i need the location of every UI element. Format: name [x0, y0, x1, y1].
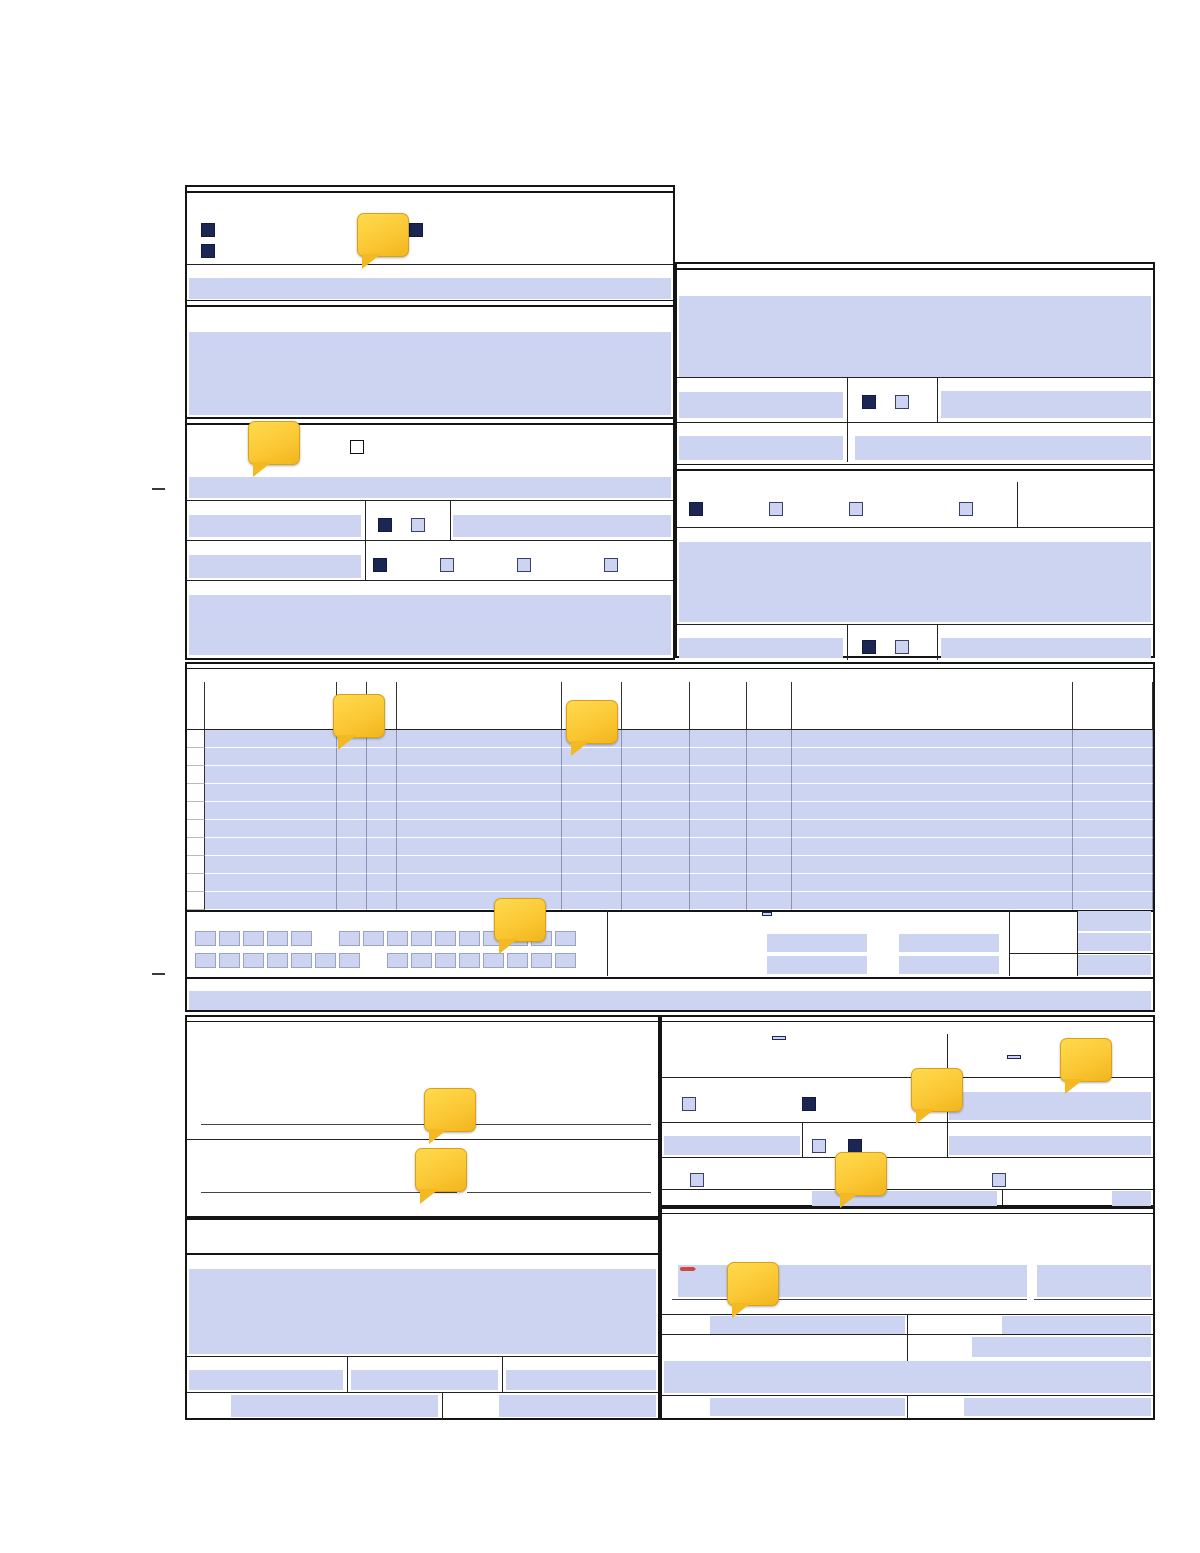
- svc-cell[interactable]: [562, 802, 622, 820]
- signature-line: [201, 1192, 457, 1193]
- checkbox-gender14-m[interactable]: [862, 395, 876, 409]
- row-number: [187, 856, 205, 874]
- row-number: [187, 892, 205, 910]
- svc-cell[interactable]: [562, 856, 622, 874]
- checkbox-gender7-f[interactable]: [411, 518, 425, 532]
- divider: [502, 1356, 503, 1392]
- item44-field[interactable]: [949, 1136, 1151, 1155]
- svc-cell[interactable]: [337, 802, 367, 820]
- item3-field[interactable]: [189, 332, 671, 415]
- item52a-field[interactable]: [499, 1395, 656, 1417]
- svc-cell[interactable]: [622, 874, 690, 892]
- item20-field[interactable]: [679, 542, 1151, 622]
- svc-cell[interactable]: [622, 856, 690, 874]
- divider: [187, 500, 673, 501]
- svc-cell[interactable]: [205, 748, 337, 766]
- item51-field[interactable]: [506, 1370, 656, 1390]
- comment-bubble[interactable]: [333, 694, 385, 738]
- tooth-cell[interactable]: [435, 931, 456, 946]
- section-policyholder: [677, 264, 1153, 270]
- svc-cell[interactable]: [622, 838, 690, 856]
- checkbox-gender22-m[interactable]: [862, 640, 876, 654]
- checkbox-epsdt[interactable]: [201, 244, 215, 258]
- checkbox-rel18-spouse[interactable]: [769, 502, 783, 516]
- item42-field[interactable]: [664, 1136, 800, 1155]
- svc-cell[interactable]: [1073, 784, 1153, 802]
- svc-cell[interactable]: [367, 820, 397, 838]
- row-number: [187, 784, 205, 802]
- tooth-cell[interactable]: [195, 931, 216, 946]
- col-header-29a: [690, 682, 747, 730]
- divider: [187, 977, 1153, 979]
- svc-cell[interactable]: [1073, 838, 1153, 856]
- tooth-cell[interactable]: [555, 931, 576, 946]
- divider: [847, 377, 848, 422]
- svc-cell[interactable]: [367, 892, 397, 910]
- tooth-cell[interactable]: [555, 953, 576, 968]
- row-number: [187, 730, 205, 748]
- item8-field[interactable]: [453, 515, 671, 537]
- col-header-31: [1073, 682, 1153, 730]
- tooth-cell[interactable]: [243, 931, 264, 946]
- svc-cell[interactable]: [337, 874, 367, 892]
- svc-cell[interactable]: [397, 802, 562, 820]
- item15-field[interactable]: [941, 391, 1151, 418]
- item39-value[interactable]: [1007, 1055, 1021, 1059]
- svc-cell[interactable]: [622, 892, 690, 910]
- checkbox-ortho-no[interactable]: [682, 1097, 696, 1111]
- svc-cell[interactable]: [747, 892, 792, 910]
- section-insurance-company: [187, 300, 673, 307]
- row-number: [187, 748, 205, 766]
- section-patient-information: [677, 464, 1153, 471]
- svc-cell[interactable]: [792, 892, 1073, 910]
- checkbox-statement-of-actual-services[interactable]: [201, 223, 215, 237]
- svc-cell[interactable]: [690, 802, 747, 820]
- svc-cell[interactable]: [562, 892, 622, 910]
- item49-field[interactable]: [189, 1370, 343, 1390]
- svc-cell[interactable]: [205, 766, 337, 784]
- svc-cell-desc[interactable]: [792, 730, 1073, 748]
- checkbox-occupational[interactable]: [690, 1173, 704, 1187]
- svc-cell[interactable]: [367, 802, 397, 820]
- comment-bubble[interactable]: [1060, 1038, 1112, 1082]
- svc-cell-tooth[interactable]: [397, 730, 562, 748]
- divider: [907, 1395, 908, 1418]
- diag-qualifier-value[interactable]: [762, 912, 772, 916]
- svc-cell[interactable]: [622, 784, 690, 802]
- signature-line: [201, 1124, 457, 1125]
- item41-field[interactable]: [949, 1092, 1151, 1120]
- item54-field[interactable]: [710, 1316, 905, 1334]
- section-record-of-services: [187, 664, 1153, 669]
- row-number: [187, 766, 205, 784]
- item21-field[interactable]: [679, 638, 843, 658]
- row-number: [187, 838, 205, 856]
- svc-cell[interactable]: [337, 784, 367, 802]
- checkbox-rel18-self[interactable]: [689, 502, 703, 516]
- divider: [450, 500, 451, 540]
- tooth-cell[interactable]: [531, 953, 552, 968]
- divider: [365, 500, 366, 540]
- item23-field[interactable]: [941, 638, 1151, 658]
- tooth-cell[interactable]: [339, 953, 360, 968]
- tooth-cell[interactable]: [291, 931, 312, 946]
- item13-field[interactable]: [679, 392, 843, 418]
- divider: [662, 1122, 1153, 1123]
- tooth-cell[interactable]: [291, 953, 312, 968]
- remarks-field[interactable]: [189, 991, 1151, 1010]
- billing-dentist-box: [185, 1218, 660, 1420]
- svc-cell[interactable]: [367, 874, 397, 892]
- divider: [847, 624, 848, 660]
- item5-field[interactable]: [189, 477, 671, 498]
- checkbox-gender7-m[interactable]: [378, 518, 392, 532]
- svc-cell[interactable]: [367, 748, 397, 766]
- comment-bubble[interactable]: [566, 700, 618, 744]
- svc-cell[interactable]: [792, 748, 1073, 766]
- svc-cell-code[interactable]: [622, 730, 690, 748]
- item58-field[interactable]: [964, 1398, 1151, 1416]
- comment-bubble[interactable]: [835, 1152, 887, 1196]
- row-number: [187, 874, 205, 892]
- checkbox-other-accident[interactable]: [992, 1173, 1006, 1187]
- svc-cell[interactable]: [792, 874, 1073, 892]
- divider: [187, 1392, 658, 1393]
- divider: [1009, 910, 1010, 976]
- svc-cell[interactable]: [690, 874, 747, 892]
- svc-cell[interactable]: [747, 838, 792, 856]
- svc-cell[interactable]: [562, 784, 622, 802]
- comment-bubble[interactable]: [357, 213, 409, 257]
- item6-field[interactable]: [189, 515, 361, 537]
- diag-code-b-field[interactable]: [767, 956, 867, 974]
- tooth-cell[interactable]: [219, 931, 240, 946]
- checkbox-prosth-yes[interactable]: [848, 1139, 862, 1153]
- svc-cell[interactable]: [397, 874, 562, 892]
- checkbox-ortho-yes[interactable]: [802, 1097, 816, 1111]
- svc-cell[interactable]: [747, 784, 792, 802]
- divider: [442, 1392, 443, 1420]
- svc-cell[interactable]: [337, 820, 367, 838]
- item48-field[interactable]: [189, 1269, 656, 1354]
- svc-cell[interactable]: [397, 856, 562, 874]
- treating-date-field[interactable]: [1037, 1265, 1151, 1297]
- tooth-cell[interactable]: [315, 953, 336, 968]
- divider: [937, 624, 938, 660]
- divider: [187, 580, 673, 581]
- item57-field[interactable]: [710, 1398, 905, 1416]
- svc-cell[interactable]: [205, 856, 337, 874]
- signature-line: [467, 1192, 651, 1193]
- item47-field[interactable]: [1112, 1191, 1151, 1206]
- svc-cell[interactable]: [747, 820, 792, 838]
- svc-cell[interactable]: [562, 766, 622, 784]
- fold-mark: [152, 973, 165, 975]
- divider: [662, 1157, 1153, 1158]
- divider: [677, 422, 1153, 423]
- divider: [937, 377, 938, 422]
- item12-field[interactable]: [679, 296, 1151, 377]
- services-table: [187, 682, 1153, 910]
- svc-cell[interactable]: [205, 838, 337, 856]
- svc-cell[interactable]: [792, 766, 1073, 784]
- divider: [1009, 953, 1153, 954]
- svc-cell[interactable]: [205, 802, 337, 820]
- tooth-cell[interactable]: [507, 953, 528, 968]
- divider: [802, 1122, 803, 1157]
- svc-cell[interactable]: [690, 766, 747, 784]
- svc-cell[interactable]: [1073, 892, 1153, 910]
- checkbox-prosth-no[interactable]: [812, 1139, 826, 1153]
- svc-cell[interactable]: [690, 748, 747, 766]
- svc-cell[interactable]: [792, 820, 1073, 838]
- svc-cell[interactable]: [690, 856, 747, 874]
- svc-cell[interactable]: [337, 892, 367, 910]
- divider: [607, 910, 608, 976]
- fee-other-field2[interactable]: [1078, 933, 1151, 951]
- svc-cell[interactable]: [562, 874, 622, 892]
- section-treating: [662, 1209, 1153, 1214]
- comment-bubble[interactable]: [727, 1262, 779, 1306]
- divider: [365, 540, 366, 580]
- svc-cell[interactable]: [690, 820, 747, 838]
- col-header-24: [205, 682, 337, 730]
- svc-cell[interactable]: [747, 766, 792, 784]
- svc-cell[interactable]: [562, 838, 622, 856]
- firmar-badge[interactable]: [680, 1267, 696, 1271]
- svc-cell[interactable]: [747, 874, 792, 892]
- divider: [187, 264, 673, 265]
- divider: [1002, 1189, 1003, 1205]
- divider: [187, 540, 673, 541]
- svc-cell[interactable]: [792, 838, 1073, 856]
- item9-field[interactable]: [189, 555, 361, 578]
- checkbox-gender22-f[interactable]: [895, 640, 909, 654]
- col-header-29b: [747, 682, 792, 730]
- tooth-cell[interactable]: [387, 953, 408, 968]
- tooth-cell[interactable]: [411, 953, 432, 968]
- svc-cell[interactable]: [205, 892, 337, 910]
- item56-field[interactable]: [664, 1361, 1151, 1393]
- item55-field[interactable]: [1002, 1316, 1151, 1334]
- tooth-cell[interactable]: [267, 931, 288, 946]
- svc-cell[interactable]: [792, 784, 1073, 802]
- signature-line: [672, 1299, 1027, 1300]
- item17-field[interactable]: [855, 436, 1151, 460]
- svc-cell[interactable]: [337, 856, 367, 874]
- missing-teeth-row2: [193, 952, 577, 970]
- divider: [677, 527, 1153, 528]
- svc-cell[interactable]: [747, 856, 792, 874]
- divider: [677, 624, 1153, 625]
- tooth-cell[interactable]: [219, 953, 240, 968]
- divider: [677, 377, 1153, 378]
- row-number: [187, 802, 205, 820]
- svc-cell[interactable]: [747, 802, 792, 820]
- svc-cell[interactable]: [562, 820, 622, 838]
- tooth-cell-missing[interactable]: [363, 953, 384, 968]
- svc-cell[interactable]: [747, 748, 792, 766]
- svc-cell[interactable]: [367, 838, 397, 856]
- tooth-cell-missing[interactable]: [315, 931, 336, 946]
- tooth-cell[interactable]: [387, 931, 408, 946]
- svc-cell[interactable]: [622, 802, 690, 820]
- divider: [1017, 482, 1018, 527]
- svc-cell[interactable]: [1073, 820, 1153, 838]
- section-header-information: [187, 187, 673, 193]
- svc-cell[interactable]: [792, 856, 1073, 874]
- checkbox-request-predetermination[interactable]: [409, 223, 423, 237]
- policyholder-patient-box: [675, 262, 1155, 658]
- tooth-cell[interactable]: [339, 931, 360, 946]
- fee-other-field[interactable]: [1078, 911, 1151, 931]
- item56a-field[interactable]: [972, 1337, 1151, 1357]
- section-authorizations: [187, 1017, 658, 1022]
- item50-field[interactable]: [351, 1370, 498, 1390]
- svc-cell[interactable]: [397, 784, 562, 802]
- comment-bubble[interactable]: [424, 1088, 476, 1132]
- record-of-services-box: [185, 662, 1155, 1012]
- checkbox-medical[interactable]: [350, 440, 364, 454]
- item2-field[interactable]: [189, 278, 671, 299]
- comment-bubble[interactable]: [248, 421, 300, 465]
- diag-code-d-field[interactable]: [899, 956, 999, 974]
- svc-cell[interactable]: [397, 766, 562, 784]
- checkbox-gender14-f[interactable]: [895, 395, 909, 409]
- svc-cell[interactable]: [1073, 802, 1153, 820]
- divider: [187, 1253, 658, 1255]
- svc-cell[interactable]: [337, 748, 367, 766]
- svc-cell[interactable]: [1073, 874, 1153, 892]
- svc-cell[interactable]: [367, 856, 397, 874]
- item11-field[interactable]: [189, 595, 671, 655]
- tooth-cell[interactable]: [459, 931, 480, 946]
- svc-cell[interactable]: [690, 784, 747, 802]
- comment-bubble[interactable]: [494, 898, 546, 942]
- item33-label: [191, 914, 196, 924]
- svc-cell[interactable]: [205, 820, 337, 838]
- svc-cell[interactable]: [337, 766, 367, 784]
- svc-cell[interactable]: [1073, 766, 1153, 784]
- svc-cell-pointer[interactable]: [690, 730, 747, 748]
- checkbox-rel10-dependent[interactable]: [517, 558, 531, 572]
- svc-cell[interactable]: [205, 874, 337, 892]
- svc-cell[interactable]: [690, 838, 747, 856]
- fee-total-field[interactable]: [1078, 955, 1151, 975]
- svc-cell-date[interactable]: [205, 730, 337, 748]
- item16-field[interactable]: [679, 436, 843, 460]
- svc-cell[interactable]: [622, 820, 690, 838]
- svc-cell-fee[interactable]: [1073, 730, 1153, 748]
- divider: [662, 1189, 1153, 1190]
- col-header-29: [622, 682, 690, 730]
- svc-cell[interactable]: [397, 820, 562, 838]
- svc-cell[interactable]: [205, 784, 337, 802]
- divider: [947, 1122, 948, 1157]
- divider: [347, 1356, 348, 1392]
- col-header-rownum: [187, 682, 205, 730]
- col-header-27: [397, 682, 562, 730]
- divider: [847, 422, 848, 462]
- checkbox-rel10-spouse[interactable]: [440, 558, 454, 572]
- col-header-30: [792, 682, 1073, 730]
- divider: [187, 1139, 658, 1140]
- svc-cell[interactable]: [690, 892, 747, 910]
- svc-cell[interactable]: [622, 748, 690, 766]
- svc-cell[interactable]: [397, 748, 562, 766]
- tooth-cell[interactable]: [195, 953, 216, 968]
- tooth-cell[interactable]: [243, 953, 264, 968]
- signature-line: [1034, 1299, 1152, 1300]
- svc-cell[interactable]: [337, 838, 367, 856]
- diag-code-a-field[interactable]: [767, 934, 867, 952]
- divider: [907, 1334, 908, 1361]
- tooth-cell[interactable]: [363, 931, 384, 946]
- checkbox-rel18-other[interactable]: [959, 502, 973, 516]
- signature-line: [467, 1124, 651, 1125]
- fold-mark: [152, 488, 165, 490]
- tooth-cell[interactable]: [459, 953, 480, 968]
- svc-cell-qty[interactable]: [747, 730, 792, 748]
- tooth-cell[interactable]: [267, 953, 288, 968]
- tooth-cell[interactable]: [411, 931, 432, 946]
- item38-value[interactable]: [772, 1036, 786, 1040]
- svc-cell[interactable]: [792, 802, 1073, 820]
- tooth-cell[interactable]: [435, 953, 456, 968]
- row-number: [187, 820, 205, 838]
- svc-cell[interactable]: [397, 838, 562, 856]
- checkbox-rel10-other[interactable]: [604, 558, 618, 572]
- checkbox-rel10-self[interactable]: [373, 558, 387, 572]
- item52-field[interactable]: [231, 1395, 438, 1417]
- divider: [187, 1356, 658, 1357]
- checkbox-rel18-dependent-child[interactable]: [849, 502, 863, 516]
- section-ancillary: [662, 1017, 1153, 1022]
- svc-cell[interactable]: [622, 766, 690, 784]
- svc-cell[interactable]: [1073, 856, 1153, 874]
- tooth-cell[interactable]: [483, 953, 504, 968]
- diag-code-c-field[interactable]: [899, 934, 999, 952]
- svc-cell[interactable]: [367, 766, 397, 784]
- dental-claim-form: [185, 150, 1155, 1445]
- svc-cell[interactable]: [1073, 748, 1153, 766]
- comment-bubble[interactable]: [911, 1068, 963, 1112]
- svc-cell[interactable]: [367, 784, 397, 802]
- divider: [907, 1314, 908, 1334]
- comment-bubble[interactable]: [415, 1148, 467, 1192]
